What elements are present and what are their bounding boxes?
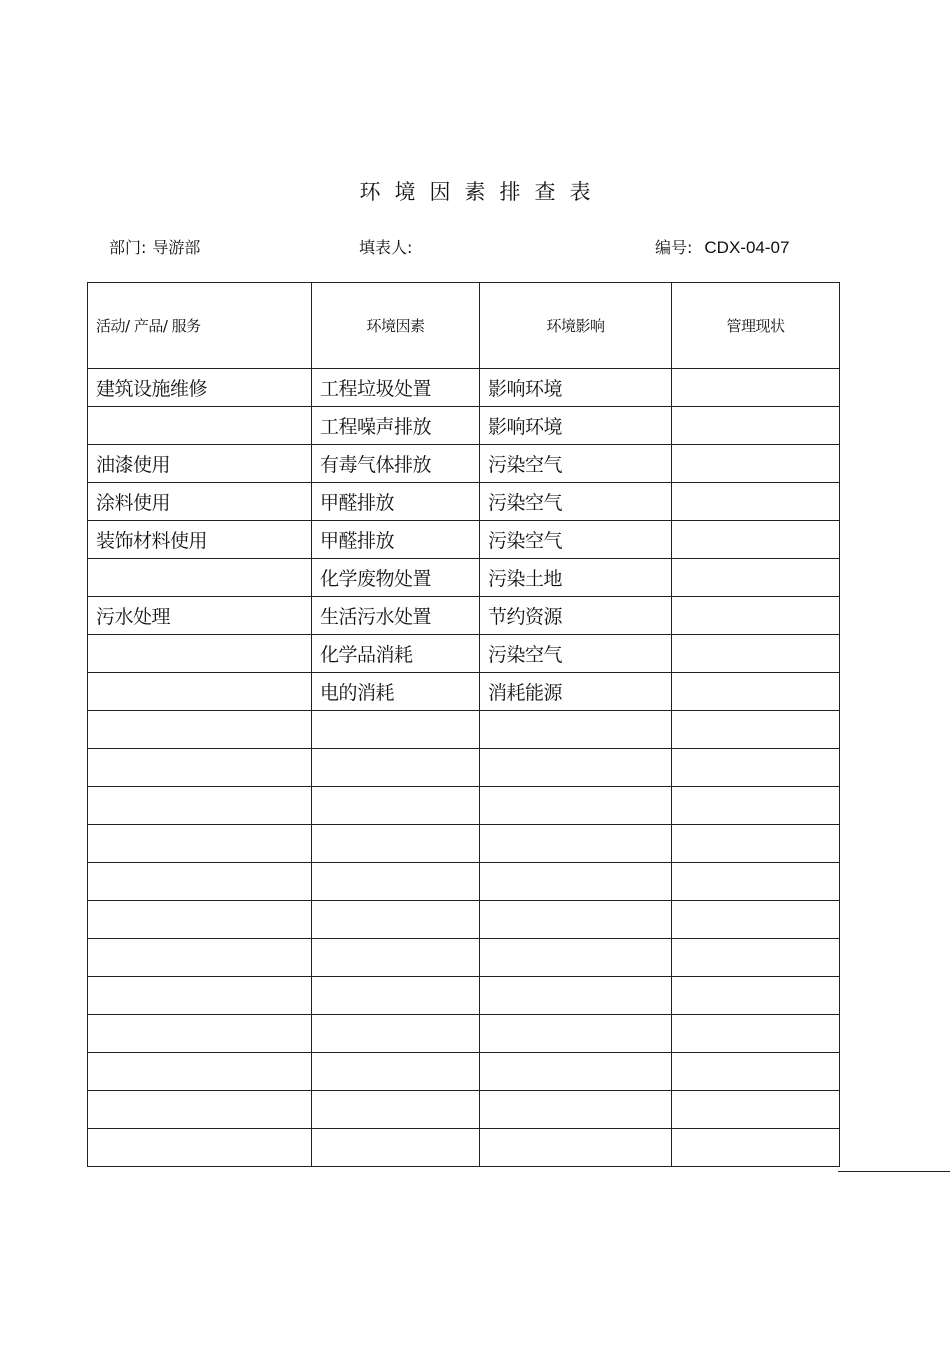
- cell-impact: [480, 1053, 672, 1091]
- cell-management: [672, 977, 840, 1015]
- cell-activity: 建筑设施维修: [88, 369, 312, 407]
- cell-activity: [88, 787, 312, 825]
- cell-activity: [88, 825, 312, 863]
- cell-factor: 化学废物处置: [312, 559, 480, 597]
- header-management: 管理现状: [672, 283, 840, 369]
- cell-management: [672, 521, 840, 559]
- cell-factor: 甲醛排放: [312, 521, 480, 559]
- cell-impact: [480, 977, 672, 1015]
- cell-impact: [480, 787, 672, 825]
- table-row: [88, 977, 840, 1015]
- table-row: [88, 559, 840, 597]
- cell-management: [672, 939, 840, 977]
- cell-impact: 污染空气: [480, 445, 672, 483]
- cell-management: [672, 1129, 840, 1167]
- cell-factor: 工程垃圾处置: [312, 369, 480, 407]
- cell-factor: 电的消耗: [312, 673, 480, 711]
- cell-impact: [480, 1129, 672, 1167]
- cell-activity: [88, 1053, 312, 1091]
- cell-factor: [312, 1129, 480, 1167]
- header-factor: 环境因素: [312, 283, 480, 369]
- cell-management: [672, 635, 840, 673]
- cell-factor: [312, 711, 480, 749]
- cell-activity: [88, 1091, 312, 1129]
- cell-activity: [88, 1015, 312, 1053]
- cell-activity: [88, 635, 312, 673]
- cell-factor: 生活污水处置: [312, 597, 480, 635]
- document-code-label: 编号:: [655, 238, 693, 257]
- cell-impact: [480, 1091, 672, 1129]
- cell-impact: 污染空气: [480, 521, 672, 559]
- cell-factor: [312, 863, 480, 901]
- cell-activity: 油漆使用: [88, 445, 312, 483]
- cell-factor: [312, 825, 480, 863]
- cell-factor: [312, 1015, 480, 1053]
- table-row: [88, 673, 840, 711]
- table-row: [88, 939, 840, 977]
- cell-factor: 甲醛排放: [312, 483, 480, 521]
- cell-activity: 装饰材料使用: [88, 521, 312, 559]
- table-row: [88, 597, 840, 635]
- cell-activity: [88, 673, 312, 711]
- table-header-row: [88, 283, 840, 369]
- cell-activity: [88, 939, 312, 977]
- cell-impact: [480, 1015, 672, 1053]
- cell-factor: [312, 787, 480, 825]
- cell-factor: [312, 939, 480, 977]
- cell-factor: [312, 901, 480, 939]
- table-row: [88, 901, 840, 939]
- table-row: [88, 445, 840, 483]
- cell-impact: [480, 939, 672, 977]
- department-field: [109, 237, 200, 259]
- table-row: [88, 635, 840, 673]
- table-row: [88, 369, 840, 407]
- cell-impact: 污染土地: [480, 559, 672, 597]
- cell-management: [672, 1053, 840, 1091]
- cell-impact: [480, 711, 672, 749]
- cell-management: [672, 749, 840, 787]
- cell-factor: 工程噪声排放: [312, 407, 480, 445]
- cell-factor: [312, 749, 480, 787]
- document-code-field: [655, 237, 789, 259]
- cell-management: [672, 901, 840, 939]
- cell-impact: 污染空气: [480, 635, 672, 673]
- table-row: [88, 863, 840, 901]
- document-title: 环境因素排查表: [359, 180, 605, 204]
- cell-activity: [88, 977, 312, 1015]
- department-label: 部门:: [109, 238, 147, 257]
- cell-impact: 影响环境: [480, 369, 672, 407]
- table-body: [88, 369, 840, 1167]
- cell-management: [672, 445, 840, 483]
- trailing-rule: [838, 1171, 950, 1172]
- filler-field: [359, 237, 412, 259]
- cell-management: [672, 673, 840, 711]
- cell-activity: 涂料使用: [88, 483, 312, 521]
- table-row: [88, 787, 840, 825]
- table-row: [88, 749, 840, 787]
- cell-impact: [480, 863, 672, 901]
- cell-factor: [312, 1053, 480, 1091]
- cell-impact: [480, 825, 672, 863]
- table-row: [88, 1053, 840, 1091]
- cell-activity: [88, 711, 312, 749]
- table-row: [88, 1129, 840, 1167]
- table-row: [88, 1091, 840, 1129]
- environment-factor-table: [87, 282, 840, 1167]
- cell-management: [672, 597, 840, 635]
- cell-management: [672, 825, 840, 863]
- department-value: 导游部: [152, 238, 201, 257]
- cell-management: [672, 369, 840, 407]
- cell-activity: [88, 559, 312, 597]
- cell-factor: [312, 977, 480, 1015]
- header-activity: 活动/ 产品/ 服务: [88, 283, 312, 369]
- cell-impact: 节约资源: [480, 597, 672, 635]
- cell-activity: [88, 863, 312, 901]
- cell-impact: 污染空气: [480, 483, 672, 521]
- cell-factor: 有毒气体排放: [312, 445, 480, 483]
- cell-activity: [88, 749, 312, 787]
- cell-impact: [480, 749, 672, 787]
- cell-factor: [312, 1091, 480, 1129]
- cell-management: [672, 711, 840, 749]
- cell-activity: [88, 407, 312, 445]
- cell-management: [672, 407, 840, 445]
- cell-impact: 消耗能源: [480, 673, 672, 711]
- cell-management: [672, 1091, 840, 1129]
- cell-impact: [480, 901, 672, 939]
- cell-activity: [88, 901, 312, 939]
- table-row: [88, 1015, 840, 1053]
- cell-factor: 化学品消耗: [312, 635, 480, 673]
- cell-activity: [88, 1129, 312, 1167]
- survey-table-container: [87, 282, 840, 1167]
- document-code-value: CDX-04-07: [704, 238, 790, 257]
- cell-management: [672, 787, 840, 825]
- table-row: [88, 711, 840, 749]
- table-row: [88, 521, 840, 559]
- filler-label: 填表人:: [359, 238, 413, 257]
- cell-management: [672, 483, 840, 521]
- cell-activity: 污水处理: [88, 597, 312, 635]
- table-row: [88, 825, 840, 863]
- table-row: [88, 407, 840, 445]
- cell-management: [672, 559, 840, 597]
- cell-impact: 影响环境: [480, 407, 672, 445]
- cell-management: [672, 863, 840, 901]
- header-impact: 环境影响: [480, 283, 672, 369]
- cell-management: [672, 1015, 840, 1053]
- table-row: [88, 483, 840, 521]
